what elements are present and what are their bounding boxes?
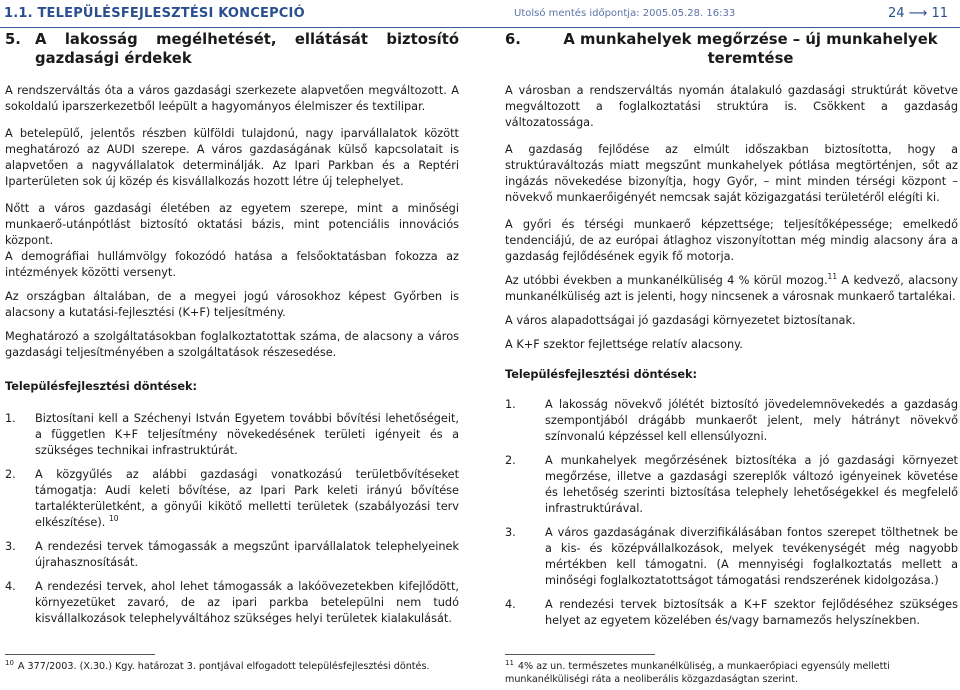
footnote-divider — [5, 654, 155, 655]
paragraph: A demográfiai hullámvölgy fokozódó hatása a felsőoktatásban fokozza az intézmények közötti versenyt. — [5, 250, 459, 279]
footnote: $^{11}$ 4% az un. természetes munkanélküliség, a munkaerőpiaci egyensúly melletti munkanélküliségi ráta a neoliberális közgazdaságtan szerint. — [505, 658, 890, 685]
footnote-ref[interactable]: 11 — [827, 272, 838, 282]
footnote: $^{10}$ A 377/2003. (X.30.) Kgy. határozat 3. pontjával elfogadott településfejlesztési döntés. — [5, 658, 430, 672]
footnote-divider — [505, 654, 655, 655]
page-header — [0, 6, 960, 26]
paragraph: A gazdaság fejlődése az elmúlt időszakban biztosította, hogy a struktúraváltozás miatt megszűnt munkahelyek pótlása megtörténjen, sőt az ingázás növekedése bizonyítja, hogy Győr, – mint minden térségi központ – növekvő munkaerőigényét nemcsak saját közigazgatási területéről elégíti ki. — [505, 143, 958, 204]
footnote-ref[interactable]: 10 — [108, 514, 119, 524]
list-item: 3. A város gazdaságának diverzifikálásában fontos szerepet tölthetnek be a kis- és középvállalkozások, melyek tevékenységét még nagyobb mértékben kell támogatni. (A mennyiségi foglalkoztatás mellett a minőségi foglalkoztatottságot támogatási rendszerének kidolgozása.) — [505, 526, 958, 587]
list-item: 2. A munkahelyek megőrzésének biztosítéka a jó gazdasági környezet megőrzése, illetve a gazdasági szereplők változó igényeinek követése és lehetőség szerinti biztosítása telephely lehetőségekkel és megfelelő infrastruktúrával. — [505, 454, 958, 515]
right-column — [505, 30, 958, 637]
page-from: 24 — [887, 6, 905, 21]
paragraph: A város alapadottságai jó gazdasági környezetet biztosítanak. — [505, 314, 856, 327]
paragraph: A betelepülő, jelentős részben külföldi tulajdonú, nagy iparvállalatok között meghatározó az AUDI szerepe. A város gazdaságának külső kapcsolatait is alapvetően a nagyvállalatok determinálják. Az Ipari Parkban és a Reptéri Iparterületen sok új közép és kisvállalkozás hozott létre új telephelyet. — [5, 127, 459, 188]
section-number: 6. — [505, 31, 521, 48]
paragraph: A K+F szektor fejlettsége relatív alacsony. — [505, 338, 743, 351]
paragraph: A városban a rendszerváltás nyomán átalakuló gazdasági struktúrát követve megváltozott a foglalkoztatási struktúra is. Csökkent a gazdaság változatossága. — [505, 84, 958, 129]
section-number: 5. — [5, 31, 21, 48]
header-divider — [0, 27, 960, 28]
section-heading — [5, 30, 459, 68]
decisions-subheading: Településfejlesztési döntések: — [5, 380, 198, 393]
paragraph: Nőtt a város gazdasági életében az egyetem szerepe, mint a minőségi munkaerő-utánpótlást biztosító oktatási bázis, mint potenciális innovációs központ. — [5, 202, 459, 247]
section-heading — [505, 30, 958, 68]
list-item: 1. A lakosság növekvő jólétét biztosító jövedelemnövekedés a gazdaság szempontjából drágább munkaerőt jelent, mely hátrányt növekvő színvonalú képzéssel kell ellensúlyozni. — [505, 398, 958, 443]
list-item: 4. A rendezési tervek biztosítsák a K+F szektor fejlődéséhez szükséges helyet az egyetem közelében és/vagy barnamezős helyszínekben. — [505, 598, 958, 627]
section-title: A lakosság megélhetését, ellátását biztosító gazdasági érdekek — [35, 31, 459, 67]
arrow-right-icon: ⟶ — [908, 6, 928, 21]
list-item: 1. Biztosítani kell a Széchenyi István Egyetem további bővítési lehetőségeit, a független K+F teljesítmény növekedésének területi igényeit és a szükséges technikai infrastruktúrát. — [5, 412, 459, 457]
paragraph: Meghatározó a szolgáltatásokban foglalkoztatottak száma, de alacsony a város gazdasági teljesítményében a szolgáltatások részesedése. — [5, 330, 459, 359]
left-column — [5, 30, 459, 635]
decisions-list — [505, 397, 958, 629]
page-to: 11 — [931, 6, 948, 21]
paragraph: Az országban általában, de a megyei jogú városokhoz képest Győrben is alacsony a kutatási-fejlesztési (K+F) teljesítmény. — [5, 290, 459, 319]
decisions-list — [5, 411, 459, 627]
paragraph: Az utóbbi években a munkanélküliség 4 % körül mozog.$^{11}$ A kedvező, alacsony munkanélküliség azt is jelenti, hogy nincsenek a városnak munkaerő tartalékai. — [505, 272, 958, 303]
list-item: 3. A rendezési tervek támogassák a megszűnt iparvállalatok telephelyeinek újrahasznosítását. — [5, 540, 459, 569]
header-saved-date: Utolsó mentés időpontja: 2005.05.28. 16:33 — [514, 8, 736, 19]
decisions-subheading: Településfejlesztési döntések: — [505, 368, 698, 381]
header-title: 1.1. TELEPÜLÉSFEJLESZTÉSI KONCEPCIÓ — [4, 6, 305, 21]
paragraph: A rendszerváltás óta a város gazdasági szerkezete alapvetően megváltozott. A sokoldalú iparszerkezetből leépült a hagyományos élelmiszer és textilipar. — [5, 84, 459, 113]
list-item: 4. A rendezési tervek, ahol lehet támogassák a lakóövezetekben kifejlődött, környezetüket zavaró, de az ipari parkba betelepülni nem tudó kisvállalkozások telephelyváltához szükséges helyi területek kialakulását. — [5, 580, 459, 625]
list-item: 2. A közgyűlés az alábbi gazdasági vonatkozású területbővítéseket támogatja: Audi keleti bővítése, az Ipari Park keleti irányú bővítése tartalékterületként, a gönyűi kikötő melletti területek (szabályozási terv elkészítése). $^{10}$ — [5, 468, 459, 529]
section-title: A munkahelyek megőrzése – új munkahelyek teremtése — [563, 31, 938, 67]
header-page-numbers — [888, 6, 948, 21]
paragraph: A győri és térségi munkaerő képzettsége; teljesítőképessége; emelkedő tendenciájú, de az európai átlaghoz viszonyítottan még mindig alacsony ára a gazdaság fejlődésének egyik fő motorja. — [505, 218, 958, 263]
